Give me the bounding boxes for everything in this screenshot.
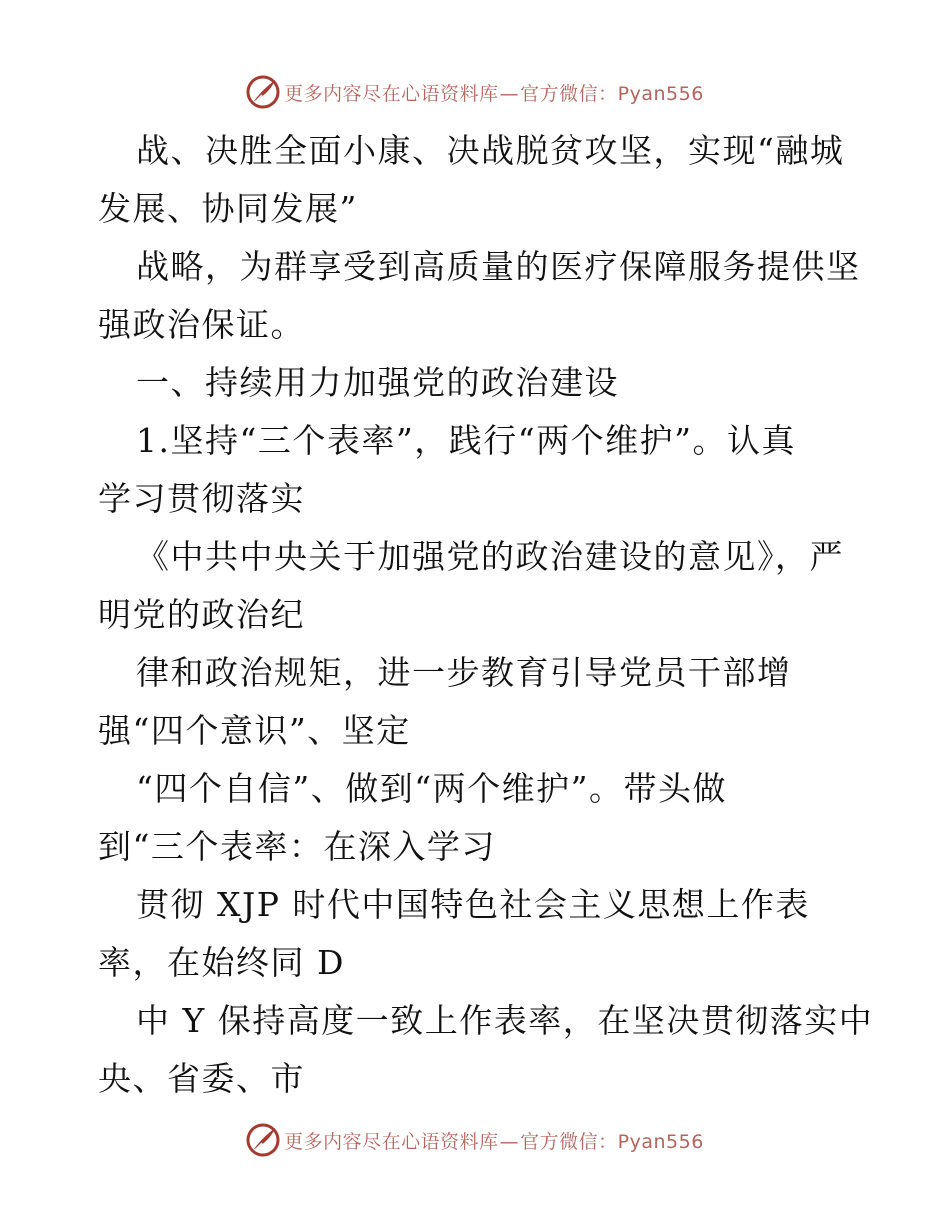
paragraph [98,412,858,528]
paragraph-line: 《中共中央关于加强党的政治建设的意见》，严 [136,537,844,576]
paragraph-line: 到“三个表率：在深入学习 [98,827,496,866]
document-body [98,122,874,1108]
paragraph [98,644,858,760]
watermark-brand: 更多内容尽在心语资料库 [284,82,499,105]
paragraph-line: 1.坚持“三个表率”，践行“两个维护”。认真 [136,421,796,460]
paragraph-line: 发展、协同发展” [98,189,358,228]
paragraph-line: “四个自信”、做到“两个维护”。带头做 [136,769,727,808]
paragraph-line: 学习贯彻落实 [98,479,305,518]
paragraph-line: 率，在始终同 D [98,943,345,982]
paragraph-line: 战、决胜全面小康、决战脱贫攻坚，实现“融城 [136,131,845,170]
header-watermark [0,72,950,112]
watermark-text [284,1127,704,1154]
paragraph-line: 战略，为群享受到高质量的医疗保障服务提供坚 [136,247,861,286]
paragraph [98,238,861,354]
watermark-text [284,79,704,106]
paragraph [98,876,858,992]
watermark-brand: 更多内容尽在心语资料库 [284,1130,499,1153]
paragraph [98,528,858,644]
paragraph-line: 强“四个意识”、坚定 [98,711,411,750]
paragraph-line: 央、省委、市 [98,1059,305,1098]
paragraph-line: 中 Y 保持高度一致上作表率，在坚决贯彻落实中 [136,1001,874,1040]
watermark-contact: 官方微信：Pyan556 [520,1130,704,1153]
watermark-contact: 官方微信：Pyan556 [520,82,704,105]
paragraph [98,760,858,876]
paragraph [98,122,858,238]
paragraph-line: 明党的政治纪 [98,595,305,634]
quill-logo-icon [246,75,280,109]
watermark-separator: — [499,82,520,105]
footer-watermark [0,1120,950,1160]
paragraph [98,992,874,1108]
paragraph-line: 律和政治规矩，进一步教育引导党员干部增 [136,653,792,692]
watermark-separator: — [499,1130,520,1153]
paragraph-line: 强政治保证。 [98,305,305,344]
quill-logo-icon [246,1123,280,1157]
paragraph-line: 贯彻 XJP 时代中国特色社会主义思想上作表 [136,885,810,924]
paragraph-line: 一、持续用力加强党的政治建设 [136,363,619,402]
section-heading [98,354,858,412]
